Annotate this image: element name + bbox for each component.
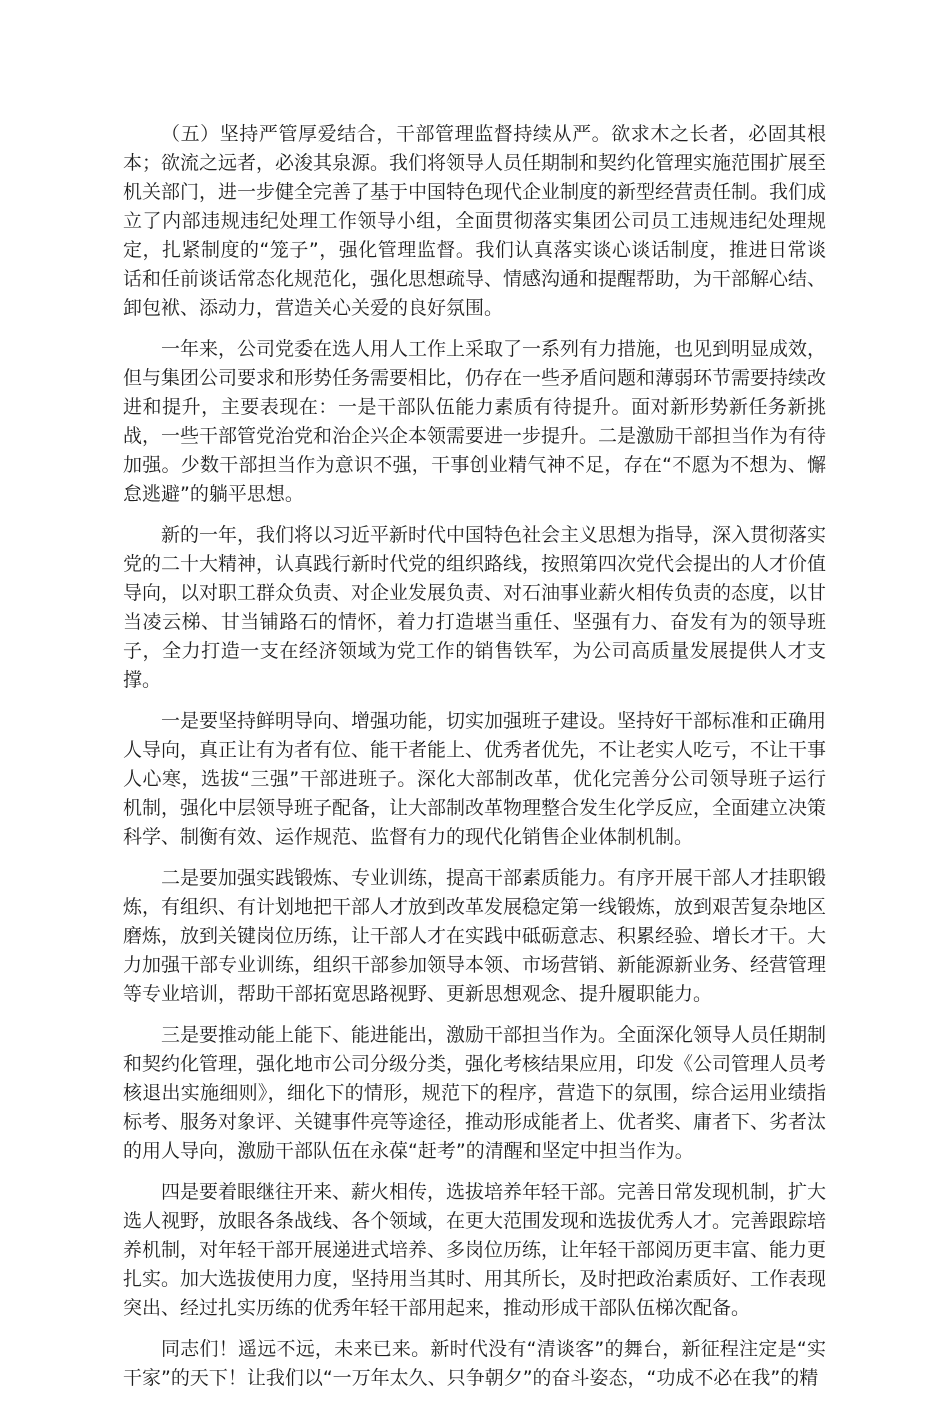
paragraph-point-four: 四是要着眼继往开来、薪火相传，选拔培养年轻干部。完善日常发现机制，扩大选人视野，放眼各条战线、各个领域，在更大范围发现和选拔优秀人才。完善跟踪培养机制，对年轻干部开展递进式培养、多岗位历练，让年轻干部阅历更丰富、能力更扎实。加大选拔使用力度，坚持用当其时、用其所长，及时把政治素质好、工作表现突出、经过扎实历练的优秀年轻干部用起来，推动形成干部队伍梯次配备。	[123, 1181, 827, 1319]
paragraph-point-three: 三是要推动能上能下、能进能出，激励干部担当作为。全面深化领导人员任期制和契约化管理，强化地市公司分级分类，强化考核结果应用，印发《公司管理人员考核退出实施细则》，细化下的情形，规范下的程序，营造下的氛围，综合运用业绩指标考、服务对象评、关键事件亮等途径，推动形成能者上、优者奖、庸者下、劣者汰的用人导向，激励干部队伍在永葆“赶考”的清醒和坚定中担当作为。	[123, 1024, 827, 1162]
paragraph-closing: 同志们！遥远不远，未来已来。新时代没有“清谈客”的舞台，新征程注定是“实干家”的天下！让我们以“一万年太久、只争朝夕”的奋斗姿态，“功成不必在我”的精	[123, 1338, 826, 1389]
paragraph-year-review: 一年来，公司党委在选人用人工作上采取了一系列有力措施，也见到明显成效，但与集团公司要求和形势任务需要相比，仍存在一些矛盾问题和薄弱环节需要持续改进和提升，主要表现在：一是干部队伍能力素质有待提升。面对新形势新任务新挑战，一些干部管党治党和治企兴企本领需要进一步提升。二是激励干部担当作为有待加强。少数干部担当作为意识不强，干事创业精气神不足，存在“不愿为不想为、懈怠逃避”的躺平思想。	[123, 338, 827, 505]
document-body	[123, 120, 826, 1405]
paragraph-cadre-supervision: （五）坚持严管厚爱结合，干部管理监督持续从严。欲求木之长者，必固其根本；欲流之远者，必浚其泉源。我们将领导人员任期制和契约化管理实施范围扩展至机关部门，进一步健全完善了基于中国特色现代企业制度的新型经营责任制。我们成立了内部违规违纪处理工作领导小组，全面贯彻落实集团公司员工违规违纪处理规定，扎紧制度的“笼子”，强化管理监督。我们认真落实谈心谈话制度，推进日常谈话和任前谈话常态化规范化，强化思想疏导、情感沟通和提醒帮助，为干部解心结、卸包袱、添动力，营造关心关爱的良好氛围。	[123, 123, 827, 319]
paragraph-point-two: 二是要加强实践锻炼、专业训练，提高干部素质能力。有序开展干部人才挂职锻炼，有组织、有计划地把干部人才放到改革发展稳定第一线锻炼，放到艰苦复杂地区磨炼，放到关键岗位历练，让干部人才在实践中砥砺意志、积累经验、增长才干。大力加强干部专业训练，组织干部参加领导本领、市场营销、新能源新业务、经营管理等专业培训，帮助干部拓宽思路视野、更新思想观念、提升履职能力。	[123, 867, 827, 1005]
paragraph-new-year-guidance: 新的一年，我们将以习近平新时代中国特色社会主义思想为指导，深入贯彻落实党的二十大精神，认真践行新时代党的组织路线，按照第四次党代会提出的人才价值导向，以对职工群众负责、对企业发展负责、对石油事业薪火相传负责的态度，以甘当凌云梯、甘当铺路石的情怀，着力打造堪当重任、坚强有力、奋发有为的领导班子，全力打造一支在经济领域为党工作的销售铁军，为公司高质量发展提供人才支撑。	[123, 524, 827, 691]
paragraph-point-one: 一是要坚持鲜明导向、增强功能，切实加强班子建设。坚持好干部标准和正确用人导向，真正让有为者有位、能干者能上、优秀者优先，不让老实人吃亏，不让干事人心寒，选拔“三强”干部进班子。深化大部制改革，优化完善分公司领导班子运行机制，强化中层领导班子配备，让大部制改革物理整合发生化学反应，全面建立决策科学、制衡有效、运作规范、监督有力的现代化销售企业体制机制。	[123, 710, 827, 848]
